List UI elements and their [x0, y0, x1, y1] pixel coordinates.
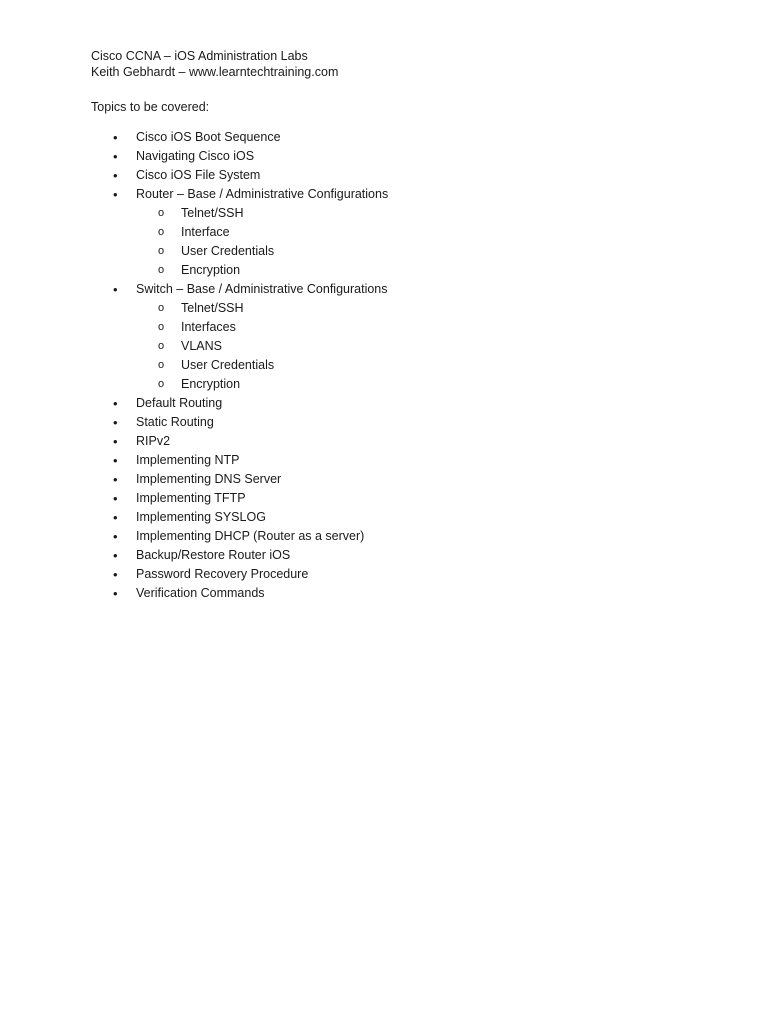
- list-item-text: Cisco iOS Boot Sequence: [136, 130, 281, 144]
- list-item-text: Implementing DHCP (Router as a server): [136, 529, 365, 543]
- list-item-text: Implementing TFTP: [136, 491, 246, 505]
- bullet-icon: •: [113, 415, 118, 430]
- bullet-icon: •: [113, 567, 118, 582]
- bullet-icon: •: [113, 434, 118, 449]
- circle-bullet-icon: o: [158, 378, 165, 390]
- bullet-icon: •: [113, 396, 118, 411]
- document-title: Cisco CCNA – iOS Administration Labs: [91, 49, 308, 63]
- circle-bullet-icon: o: [158, 264, 165, 276]
- list-item-text: Backup/Restore Router iOS: [136, 548, 291, 562]
- sub-list-item-text: User Credentials: [181, 244, 275, 258]
- list-item-text: Cisco iOS File System: [136, 168, 261, 182]
- circle-bullet-icon: o: [158, 321, 165, 333]
- bullet-icon: •: [113, 491, 118, 506]
- bullet-icon: •: [113, 548, 118, 563]
- list-item-text: Default Routing: [136, 396, 223, 410]
- circle-bullet-icon: o: [158, 359, 165, 371]
- list-item-text: Switch – Base / Administrative Configurations: [136, 282, 388, 296]
- list-item-text: RIPv2: [136, 434, 171, 448]
- sub-list-item-text: VLANS: [181, 339, 222, 353]
- topics-heading: Topics to be covered:: [91, 100, 210, 114]
- sub-list-item-text: Interfaces: [181, 320, 236, 334]
- list-item-text: Router – Base / Administrative Configurations: [136, 187, 389, 201]
- bullet-icon: •: [113, 282, 118, 297]
- circle-bullet-icon: o: [158, 340, 165, 352]
- bullet-icon: •: [113, 168, 118, 183]
- document-header: [91, 48, 338, 80]
- bullet-icon: •: [113, 586, 118, 601]
- bullet-icon: •: [113, 529, 118, 544]
- bullet-icon: •: [113, 130, 118, 145]
- bullet-icon: •: [113, 149, 118, 164]
- author-line: Keith Gebhardt – www.learntechtraining.com: [91, 65, 339, 79]
- list-item-text: Implementing NTP: [136, 453, 240, 467]
- list-item-text: Implementing DNS Server: [136, 472, 282, 486]
- sub-list-item-text: Interface: [181, 225, 230, 239]
- circle-bullet-icon: o: [158, 245, 165, 257]
- bullet-icon: •: [113, 510, 118, 525]
- sub-list-item-text: Encryption: [181, 263, 241, 277]
- sub-list-item-text: Telnet/SSH: [181, 206, 244, 220]
- circle-bullet-icon: o: [158, 226, 165, 238]
- circle-bullet-icon: o: [158, 207, 165, 219]
- list-item-text: Navigating Cisco iOS: [136, 149, 255, 163]
- list-item-text: Implementing SYSLOG: [136, 510, 266, 524]
- list-item-text: Verification Commands: [136, 586, 265, 600]
- bullet-icon: •: [113, 472, 118, 487]
- list-item-text: Static Routing: [136, 415, 214, 429]
- sub-list-item-text: Telnet/SSH: [181, 301, 244, 315]
- sub-list-item-text: User Credentials: [181, 358, 275, 372]
- bullet-icon: •: [113, 187, 118, 202]
- circle-bullet-icon: o: [158, 302, 165, 314]
- bullet-icon: •: [113, 453, 118, 468]
- list-item-text: Password Recovery Procedure: [136, 567, 309, 581]
- sub-list-item-text: Encryption: [181, 377, 241, 391]
